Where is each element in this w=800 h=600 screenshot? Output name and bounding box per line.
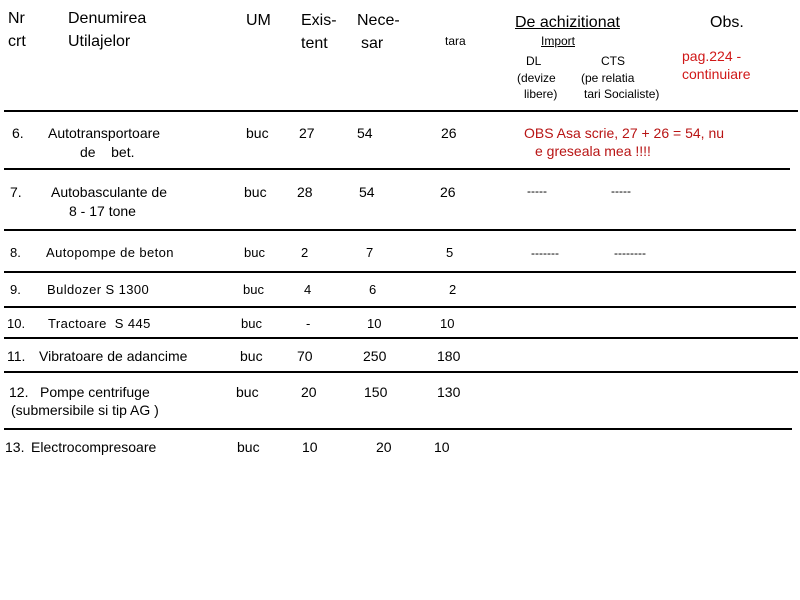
- header-utilajelor: Utilajelor: [68, 33, 131, 50]
- row-existent: 10: [302, 439, 318, 455]
- row-cts: -----: [611, 184, 631, 198]
- row-obs-note-2: e greseala mea !!!!: [535, 143, 651, 159]
- row-um: buc: [237, 439, 260, 455]
- row-tara: 10: [434, 439, 450, 455]
- row-necesar: 54: [359, 184, 375, 200]
- row-rule: [4, 371, 798, 373]
- header-dl-2: (devize: [517, 71, 556, 85]
- row-um: buc: [244, 184, 267, 200]
- row-nr: 6.: [12, 125, 24, 141]
- row-nr: 13.: [5, 439, 25, 455]
- row-name-line1: Tractoare S 445: [48, 316, 151, 331]
- row-name-line1: Autotransportoare: [48, 125, 161, 141]
- header-obs: Obs.: [710, 14, 744, 31]
- row-rule: [4, 271, 796, 273]
- row-rule: [4, 428, 792, 430]
- row-name-line1: Autobasculante de: [51, 184, 167, 200]
- row-tara: 5: [446, 245, 454, 260]
- row-name-line1: Electrocompresoare: [31, 439, 157, 455]
- header-um: UM: [246, 12, 271, 29]
- row-name-line1: Pompe centrifuge: [40, 384, 150, 400]
- header-existent-2: tent: [301, 35, 328, 52]
- header-crt: crt: [8, 33, 26, 50]
- row-tara: 2: [449, 282, 457, 297]
- row-name-line1: Vibratoare de adancime: [39, 348, 188, 364]
- header-achizitionat: De achizitionat: [515, 14, 620, 31]
- row-tara: 180: [437, 348, 461, 364]
- row-rule: [4, 168, 790, 170]
- row-necesar: 7: [366, 245, 374, 260]
- row-necesar: 6: [369, 282, 377, 297]
- header-necesar-2: sar: [361, 35, 384, 52]
- row-nr: 9.: [10, 282, 21, 297]
- row-existent: 27: [299, 125, 315, 141]
- row-um: buc: [240, 348, 263, 364]
- row-existent: 28: [297, 184, 313, 200]
- header-denumirea: Denumirea: [68, 10, 147, 27]
- header-import: Import: [541, 34, 576, 48]
- row-necesar: 10: [367, 316, 382, 331]
- page-note-1: pag.224 -: [682, 48, 742, 64]
- row-dl: -------: [531, 246, 559, 260]
- header-cts-2: (pe relatia: [581, 71, 635, 85]
- header-dl-3: libere): [524, 87, 558, 101]
- row-um: buc: [246, 125, 269, 141]
- row-tara: 10: [440, 316, 455, 331]
- row-um: buc: [236, 384, 259, 400]
- header-cts-3: tari Socialiste): [584, 87, 660, 101]
- row-nr: 10.: [7, 316, 26, 331]
- row-existent: 70: [297, 348, 313, 364]
- row-cts: --------: [614, 246, 646, 260]
- row-existent: 2: [301, 245, 309, 260]
- page-note-2: continuiare: [682, 66, 751, 82]
- header-dl-1: DL: [526, 54, 542, 68]
- row-nr: 7.: [10, 184, 22, 200]
- row-necesar: 250: [363, 348, 387, 364]
- row-necesar: 150: [364, 384, 388, 400]
- row-name-line2: 8 - 17 tone: [69, 203, 136, 219]
- row-rule: [4, 306, 796, 308]
- row-name-line1: Autopompe de beton: [46, 245, 174, 260]
- header-nr: Nr: [8, 10, 25, 27]
- header-tara: tara: [445, 34, 466, 48]
- header-rule: [4, 110, 798, 112]
- row-nr: 12.: [9, 384, 29, 400]
- header-existent-1: Exis-: [301, 12, 337, 29]
- row-necesar: 20: [376, 439, 392, 455]
- row-um: buc: [243, 282, 264, 297]
- row-name-line2: de bet.: [80, 144, 135, 160]
- row-name-line2: (submersibile si tip AG ): [11, 402, 159, 418]
- row-rule: [4, 337, 798, 339]
- row-um: buc: [241, 316, 262, 331]
- row-tara: 26: [440, 184, 456, 200]
- row-necesar: 54: [357, 125, 373, 141]
- row-rule: [4, 229, 796, 231]
- row-um: buc: [244, 245, 265, 260]
- row-obs-note-1: OBS Asa scrie, 27 + 26 = 54, nu: [524, 125, 725, 141]
- row-dl: -----: [527, 184, 547, 198]
- row-nr: 8.: [10, 245, 21, 260]
- row-name-line1: Buldozer S 1300: [47, 282, 150, 297]
- header-necesar-1: Nece-: [357, 12, 400, 29]
- row-existent: 4: [304, 282, 312, 297]
- row-existent: 20: [301, 384, 317, 400]
- row-tara: 130: [437, 384, 461, 400]
- header-cts-1: CTS: [601, 54, 625, 68]
- row-tara: 26: [441, 125, 457, 141]
- row-nr: 11.: [7, 348, 26, 364]
- row-existent: -: [306, 316, 311, 331]
